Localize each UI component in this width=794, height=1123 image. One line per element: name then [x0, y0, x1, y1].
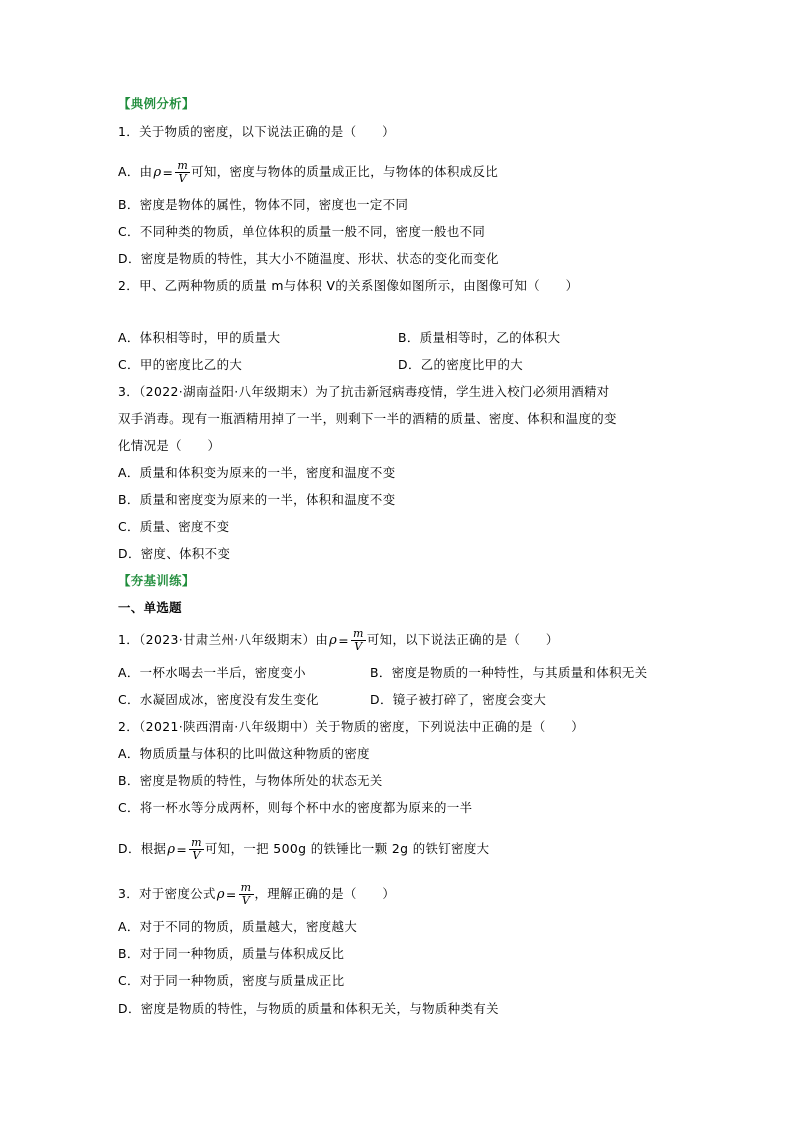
section-heading-single-choice: 一、单选题 [118, 600, 182, 615]
example-q3-stem-line2: 双手消毒。现有一瓶酒精用掉了一半，则剩下一半的酒精的质量、密度、体积和温度的变 [118, 411, 617, 426]
example-q3-option-d: D．密度、体积不变 [118, 546, 231, 561]
density-formula: ρ = $\frac{m}{V}$ [153, 159, 189, 185]
example-q1-option-c: C．不同种类的物质，单位体积的质量一般不同，密度一般也不同 [118, 224, 486, 239]
example-q3-option-a: A．质量和体积变为原来的一半，密度和温度不变 [118, 465, 396, 480]
training-q3-option-c: C．对于同一种物质，密度与质量成正比 [118, 973, 345, 988]
training-q3-option-d: D．密度是物质的特性，与物质的质量和体积无关，与物质种类有关 [118, 1001, 499, 1016]
training-q1-option-c: C．水凝固成冰，密度没有发生变化 [118, 692, 319, 707]
example-q3-stem-line1: 3．（2022·湖南益阳·八年级期末）为了抗击新冠病毒疫情，学生进入校门必须用酒精对 [118, 384, 610, 399]
example-q1-option-b: B．密度是物体的属性，物体不同，密度也一定不同 [118, 197, 409, 212]
training-q1-option-d: D．镜子被打碎了，密度会变大 [370, 692, 547, 707]
example-q2-options-row2 [118, 357, 524, 373]
option-a-prefix: A．由 [118, 164, 153, 179]
training-q2-stem: 2．（2021·陕西渭南·八年级期中）关于物质的密度，下列说法中正确的是（ ） [118, 719, 584, 734]
option-d-text: 可知，一把 500g 的铁锤比一颗 2g 的铁钉密度大 [205, 841, 490, 856]
training-q1-stem-suffix: 可知，以下说法正确的是（ ） [366, 632, 559, 647]
option-a-text: 可知，密度与物体的质量成正比，与物体的体积成反比 [191, 164, 499, 179]
density-formula: ρ = $\frac{m}{V}$ [329, 627, 364, 653]
training-q2-option-a: A．物质质量与体积的比叫做这种物质的密度 [118, 746, 370, 761]
example-q3-option-c: C．质量、密度不变 [118, 519, 230, 534]
example-q2-option-a: A．体积相等时，甲的质量大 [118, 330, 281, 345]
section-heading-training: 【夯基训练】 [118, 573, 195, 588]
example-q2-option-b: B．质量相等时，乙的体积大 [398, 330, 561, 345]
training-q3-option-b: B．对于同一种物质，质量与体积成反比 [118, 946, 345, 961]
option-d-prefix: D．根据 [118, 841, 167, 856]
example-q2-options-row1 [118, 330, 561, 346]
example-q2-stem: 2．甲、乙两种物质的质量 m与体积 V的关系图像如图所示，由图像可知（ ） [118, 278, 579, 293]
training-q2-option-c: C．将一杯水等分成两杯，则每个杯中水的密度都为原来的一半 [118, 800, 473, 815]
training-q1-option-a: A．一杯水喝去一半后，密度变小 [118, 665, 306, 680]
training-q1-options-row1 [118, 665, 648, 681]
section-heading-example: 【典例分析】 [118, 96, 195, 111]
density-formula: ρ = $\frac{m}{V}$ [216, 881, 252, 907]
example-q3-option-b: B．质量和密度变为原来的一半，体积和温度不变 [118, 492, 396, 507]
training-q3-option-a: A．对于不同的物质，质量越大，密度越大 [118, 919, 358, 934]
example-q1-stem: 1．关于物质的密度，以下说法正确的是（ ） [118, 124, 395, 139]
example-q2-option-c: C．甲的密度比乙的大 [118, 357, 243, 372]
training-q3-stem [118, 882, 395, 907]
training-q1-stem [118, 628, 559, 653]
example-q2-option-d: D．乙的密度比甲的大 [398, 357, 524, 372]
training-q3-stem-prefix: 3．对于密度公式 [118, 886, 216, 901]
training-q3-stem-suffix: ，理解正确的是（ ） [254, 886, 396, 901]
example-q1-option-d: D．密度是物质的特性，其大小不随温度、形状、状态的变化而变化 [118, 251, 499, 266]
training-q1-options-row2 [118, 692, 547, 708]
training-q2-option-b: B．密度是物质的特性，与物体所处的状态无关 [118, 773, 383, 788]
training-q2-option-d [118, 837, 489, 862]
example-q1-option-a [118, 160, 498, 185]
training-q1-stem-prefix: 1．（2023·甘肃兰州·八年级期末）由 [118, 632, 329, 647]
example-q3-stem-line3: 化情况是（ ） [118, 438, 221, 453]
density-formula: ρ = $\frac{m}{V}$ [167, 836, 203, 862]
training-q1-option-b: B．密度是物质的一种特性，与其质量和体积无关 [370, 665, 648, 680]
